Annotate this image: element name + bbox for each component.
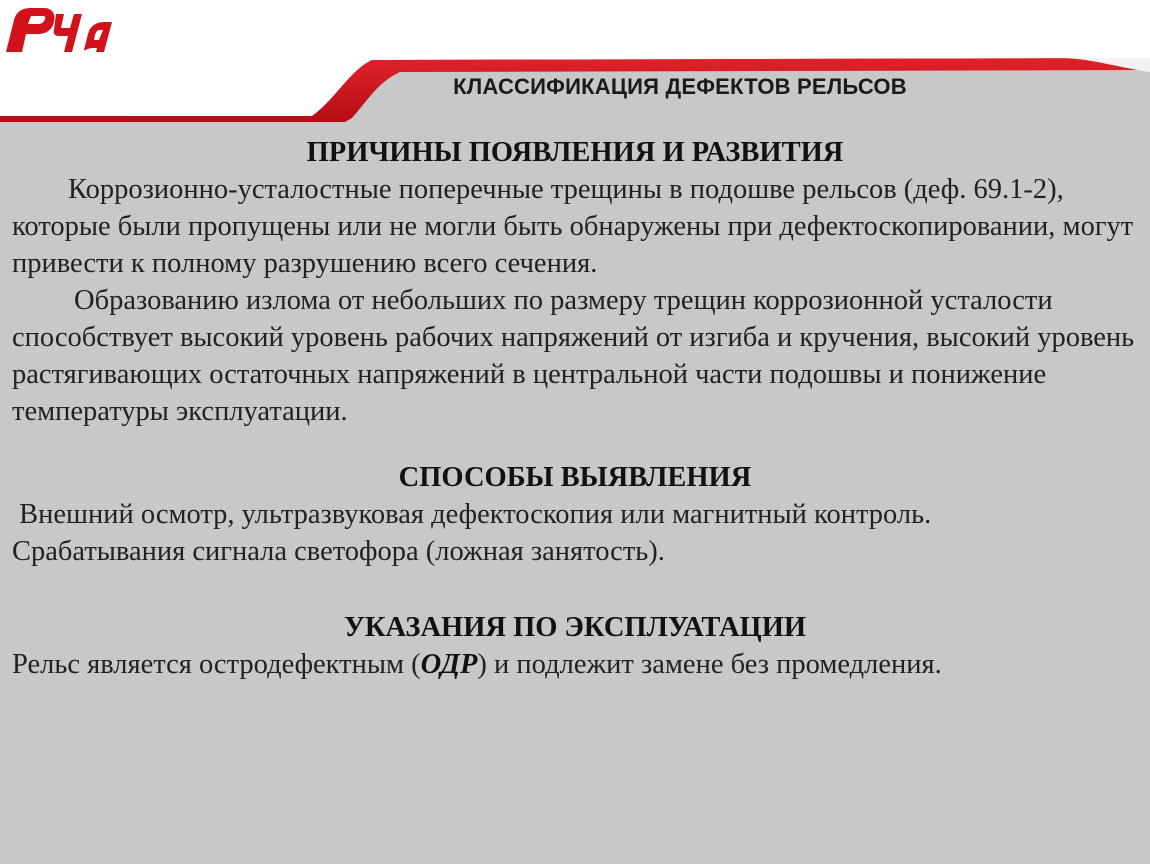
detection-line-2: Срабатывания сигнала светофора (ложная занятость). (12, 536, 665, 567)
spacer (12, 430, 1138, 459)
page-title: КЛАССИФИКАЦИЯ ДЕФЕКТОВ РЕЛЬСОВ (453, 74, 907, 99)
odr-abbreviation: ОДР (420, 649, 478, 680)
slide-header (0, 0, 1150, 122)
causes-paragraph-2: Образованию излома от небольших по размеру трещин коррозионной усталости способствует высокий уровень рабочих напряжений от изгиба и кручения, высокий уровень растягивающих остаточных напряжений в центральной части подошвы и понижение температуры эксплуатации. (12, 285, 1135, 427)
causes-heading: ПРИЧИНЫ ПОЯВЛЕНИЯ И РАЗВИТИЯ (306, 137, 844, 168)
instructions-text-before: Рельс является остродефектным ( (12, 649, 421, 680)
slide-body (12, 134, 1138, 683)
instructions-text-after: ) и подлежит замене без промедления. (477, 649, 942, 680)
detection-line-1: Внешний осмотр, ультразвуковая дефектоскопия или магнитный контроль. (12, 499, 932, 530)
causes-paragraph-1: Коррозионно-усталостные поперечные трещины в подошве рельсов (деф. 69.1-2), которые были пропущены или не могли быть обнаружены при дефектоскопировании, могут привести к полному разрушению всего сечения. (12, 174, 1134, 279)
detection-heading: СПОСОБЫ ВЫЯВЛЕНИЯ (398, 462, 752, 493)
spacer (12, 570, 1138, 609)
instructions-heading: УКАЗАНИЯ ПО ЭКСПЛУАТАЦИИ (343, 612, 807, 643)
instructions-text (12, 646, 1138, 683)
rzd-logo-icon (0, 0, 118, 56)
header-band (0, 0, 1150, 122)
